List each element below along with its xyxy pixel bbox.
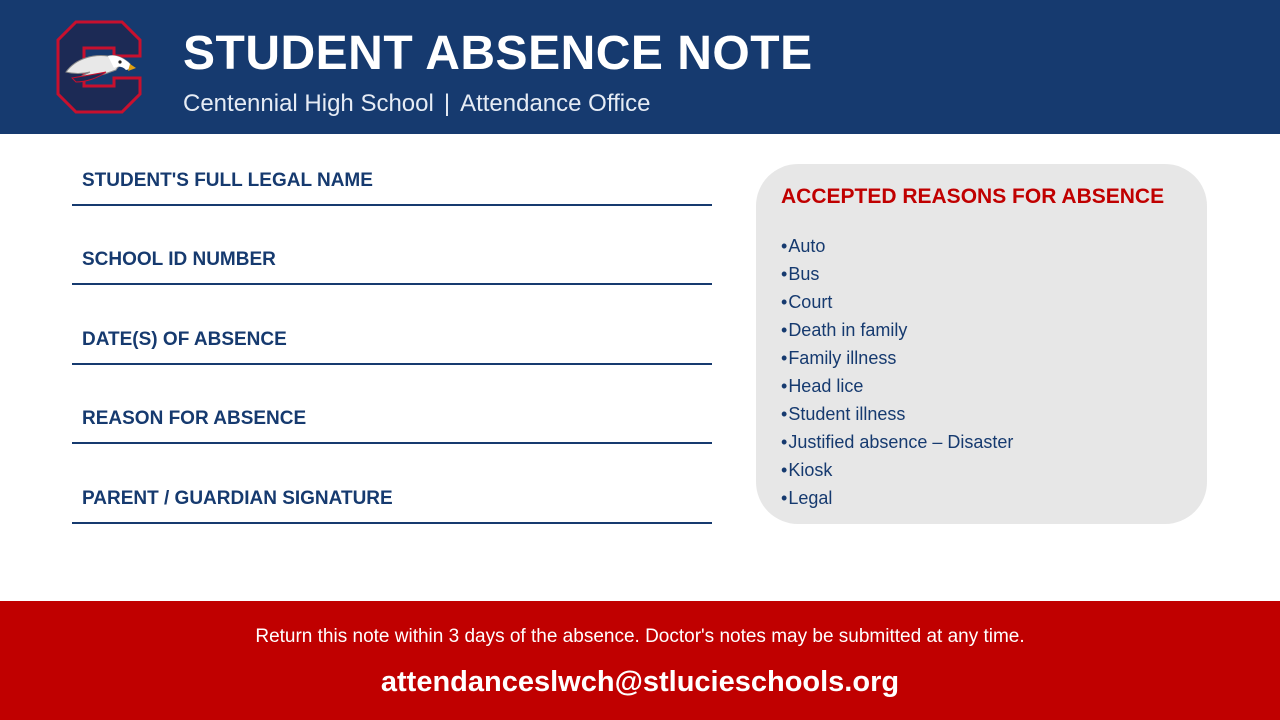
list-item: • Court	[781, 288, 1013, 316]
list-item: • Head lice	[781, 372, 1013, 400]
list-item: • Bus	[781, 260, 1013, 288]
page-subtitle	[183, 89, 650, 119]
student-name-field[interactable]	[72, 160, 712, 206]
list-item: • Justified absence – Disaster	[781, 428, 1013, 456]
attendance-email-link[interactable]: attendanceslwch@stlucieschools.org	[380, 666, 900, 698]
list-item: • Kiosk	[781, 456, 1013, 484]
list-item: • Student illness	[781, 400, 1013, 428]
school-name: Centennial High School	[183, 90, 434, 117]
office-name: Attendance Office	[460, 90, 651, 117]
field-label: SCHOOL ID NUMBER	[82, 249, 276, 270]
field-label: PARENT / GUARDIAN SIGNATURE	[82, 488, 393, 509]
footer-note: Return this note within 3 days of the absence. Doctor's notes may be submitted at any time.	[255, 626, 1025, 647]
guardian-signature-field[interactable]	[72, 478, 712, 524]
absence-dates-field[interactable]	[72, 319, 712, 365]
list-item: • Legal	[781, 484, 1013, 512]
field-label: REASON FOR ABSENCE	[82, 408, 307, 429]
footer-banner	[0, 601, 1280, 720]
absence-reason-field[interactable]	[72, 398, 712, 444]
field-label: DATE(S) OF ABSENCE	[82, 329, 287, 350]
school-id-field[interactable]	[72, 239, 712, 285]
list-item: • Auto	[781, 232, 1013, 260]
list-item: • Family illness	[781, 344, 1013, 372]
list-item: • Death in family	[781, 316, 1013, 344]
reasons-title: ACCEPTED REASONS FOR ABSENCE	[781, 185, 1165, 208]
reasons-list	[781, 232, 1013, 512]
eagle-c-logo-icon	[56, 20, 142, 114]
page-title: STUDENT ABSENCE NOTE	[183, 27, 813, 80]
field-label: STUDENT'S FULL LEGAL NAME	[82, 170, 373, 191]
header-banner	[0, 0, 1280, 134]
accepted-reasons-panel	[756, 164, 1207, 524]
subtitle-separator: |	[443, 90, 451, 117]
